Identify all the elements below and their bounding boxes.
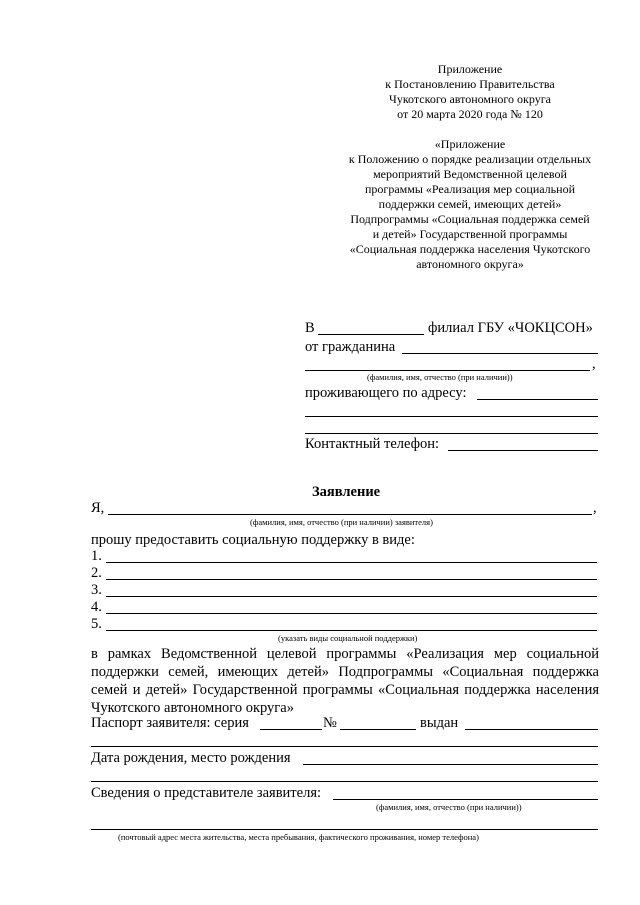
appendix-line: «Социальная поддержка населения Чукотского <box>349 242 591 256</box>
support-item-number: 1. <box>91 548 102 564</box>
support-item-number: 5. <box>91 616 102 632</box>
support-item-field[interactable] <box>106 630 597 631</box>
appendix-header <box>340 62 600 122</box>
appendix-line: автономного округа» <box>416 257 524 271</box>
passport-issued-field[interactable] <box>465 729 598 730</box>
representative-field[interactable] <box>333 799 598 800</box>
appendix-line: к Постановлению Правительства <box>385 77 555 91</box>
fio-caption: (фамилия, имя, отчество (при наличии)) <box>367 372 513 382</box>
regulation-appendix-header <box>330 137 610 272</box>
representative-address-field[interactable] <box>91 829 598 830</box>
support-item-field[interactable] <box>106 596 597 597</box>
i-label: Я, <box>91 500 105 516</box>
phone-label: Контактный телефон: <box>305 436 440 452</box>
passport-number-field[interactable] <box>340 729 416 730</box>
passport-issued-label: выдан <box>420 715 459 731</box>
applicant-fio-caption: (фамилия, имя, отчество (при наличии) заявителя) <box>250 517 433 527</box>
citizen-name-field[interactable] <box>402 353 598 354</box>
address-caption: (почтовый адрес места жительства, места пребывания, фактического проживания, номер телефона) <box>118 832 479 842</box>
support-item-number: 2. <box>91 565 102 581</box>
address-field[interactable] <box>477 399 598 400</box>
birth-field[interactable] <box>303 764 598 765</box>
birth-label: Дата рождения, место рождения <box>91 750 291 766</box>
address-label: проживающего по адресу: <box>305 385 467 401</box>
statement-title: Заявление <box>312 484 381 500</box>
appendix-line: поддержки семей, имеющих детей» <box>378 197 562 211</box>
support-item-number: 4. <box>91 599 102 615</box>
appendix-line: от 20 марта 2020 года № 120 <box>397 107 543 121</box>
appendix-line: мероприятий Ведомственной целевой <box>373 167 567 181</box>
appendix-line: Подпрограммы «Социальная поддержка семей <box>350 212 590 226</box>
support-item-field[interactable] <box>106 562 597 563</box>
passport-issued-field-2[interactable] <box>91 746 598 747</box>
appendix-line: и детей» Государственной программы <box>372 227 568 241</box>
from-citizen-label: от гражданина <box>305 339 396 355</box>
support-item-number: 3. <box>91 582 102 598</box>
branch-name-field[interactable] <box>318 334 424 335</box>
support-item-field[interactable] <box>106 613 597 614</box>
support-caption: (указать виды социальной поддержки) <box>278 633 418 643</box>
passport-number-label: № <box>323 715 337 731</box>
representative-caption: (фамилия, имя, отчество (при наличии)) <box>376 802 522 812</box>
applicant-name-field[interactable] <box>108 514 592 515</box>
appendix-line: к Положению о порядке реализации отдельных <box>348 152 592 166</box>
appendix-line: Чукотского автономного округа <box>389 92 551 106</box>
appendix-line: Приложение <box>437 62 503 76</box>
citizen-name-field-2[interactable] <box>305 370 590 371</box>
address-field-2[interactable] <box>305 416 598 417</box>
appendix-line: «Приложение <box>434 137 506 151</box>
support-request-text: прошу предоставить социальную поддержку в виде: <box>91 532 415 548</box>
addressee-to-prefix: В <box>305 320 315 336</box>
comma: , <box>593 500 597 516</box>
passport-series-field[interactable] <box>260 729 322 730</box>
birth-field-2[interactable] <box>91 781 598 782</box>
comma: , <box>592 356 596 372</box>
support-item-field[interactable] <box>106 579 597 580</box>
phone-field[interactable] <box>448 450 598 451</box>
appendix-line: программы «Реализация мер социальной <box>364 182 575 196</box>
program-paragraph: в рамках Ведомственной целевой программы «Реализация мер социальной поддержки семей, имеющих детей» Подпрограммы «Социальная поддержка семей и детей» Государственной программы «Социальная поддержка населения Чукотского автономного округа» <box>91 646 599 716</box>
passport-label: Паспорт заявителя: серия <box>91 715 249 731</box>
branch-text: филиал ГБУ «ЧОКЦСОН» <box>428 320 593 336</box>
representative-label: Сведения о представителе заявителя: <box>91 785 322 801</box>
address-field-3[interactable] <box>305 433 598 434</box>
